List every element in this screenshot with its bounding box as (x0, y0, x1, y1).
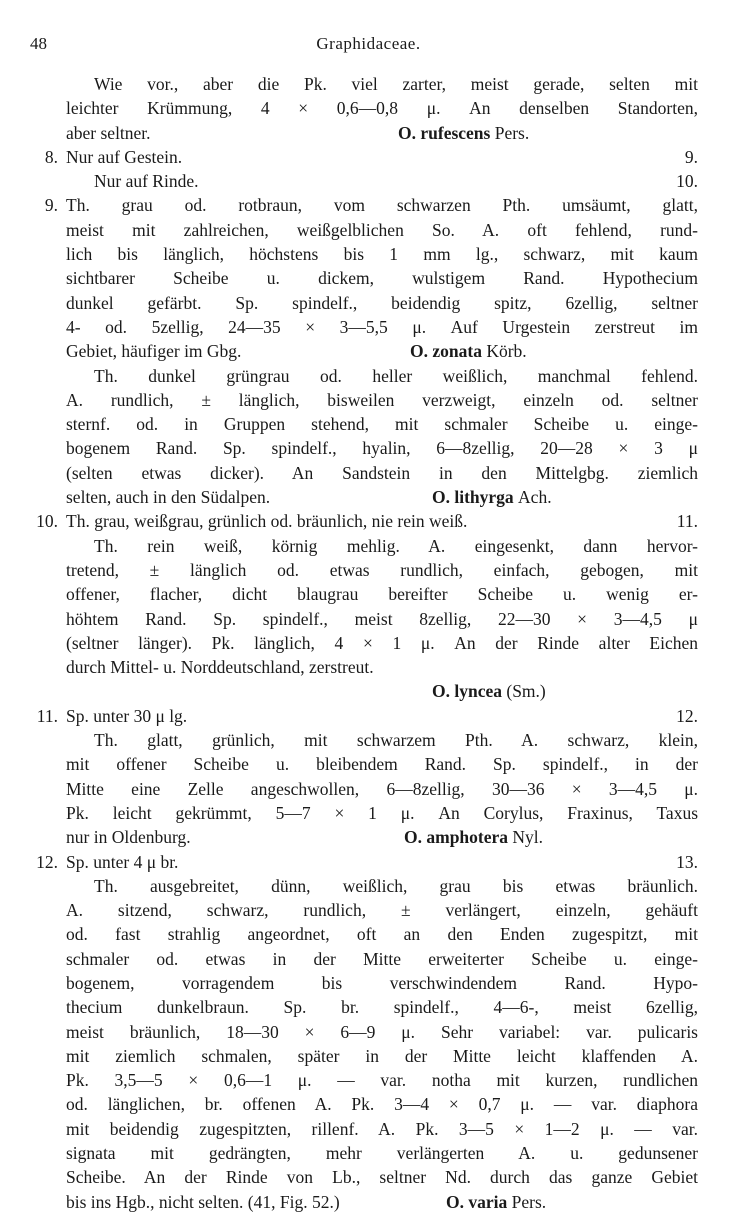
species-name: O. rufescens Pers. (398, 122, 530, 143)
line-text: Scheibe. An der Rinde von Lb., seltner Nd. durch das ganze Gebiet (66, 1167, 698, 1188)
text-line (66, 1044, 698, 1068)
line-text: od. fast strahlig angeordnet, oft an den Enden zugespitzt, mit (66, 924, 698, 945)
line-text: Th. ausgebreitet, dünn, weißlich, grau bis etwas bräunlich. (94, 875, 698, 896)
text-line (66, 947, 698, 971)
line-text: Th. rein weiß, körnig mehlig. A. eingesenkt, dann hervor- (94, 535, 698, 556)
text-line (66, 898, 698, 922)
line-text: sternf. od. in Gruppen stehend, mit schmaler Scheibe u. einge- (66, 414, 698, 435)
text-line (66, 461, 698, 485)
line-text: Sp. unter 30 μ lg. (66, 705, 188, 726)
line-text: schmaler od. etwas in der Mitte erweiterter Scheibe u. einge- (66, 948, 698, 969)
line-text: A. rundlich, ± länglich, bisweilen verzweigt, einzeln od. seltner (66, 389, 698, 410)
line-text: Pk. leicht gekrümmt, 5—7 × 1 μ. An Corylus, Fraxinus, Taxus (66, 802, 698, 823)
lead-reference: 11. (676, 511, 698, 532)
text-line (66, 582, 698, 606)
line-text: Nur auf Rinde. (94, 171, 199, 192)
species-name: O. varia Pers. (446, 1191, 547, 1212)
text-line (66, 1117, 698, 1141)
text-line (66, 339, 698, 363)
line-text: mit offener Scheibe u. bleibendem Rand. Sp. spindelf., in der (66, 754, 698, 775)
text-line (66, 1190, 698, 1214)
line-text: Mitte eine Zelle angeschwollen, 6—8zellig, 30—36 × 3—4,5 μ. (66, 778, 698, 799)
text-line (66, 388, 698, 412)
text-line (66, 1020, 698, 1044)
couplet-number: 11. (36, 705, 58, 726)
couplet-number: 9. (44, 195, 58, 216)
text-line (66, 631, 698, 655)
line-text: mit ziemlich schmalen, später in der Mitte leicht klaffenden A. (66, 1045, 698, 1066)
line-text: Th. grau, weißgrau, grünlich od. bräunlich, nie rein weiß. (66, 511, 468, 532)
line-text: od. länglichen, br. offenen A. Pk. 3—4 × 0,7 μ. — var. diaphora (66, 1094, 698, 1115)
text-line (66, 436, 698, 460)
line-text: bogenem, vorragendem bis verschwindendem Rand. Hypo- (66, 972, 698, 993)
text-line (66, 825, 698, 849)
text-line (66, 655, 698, 679)
species-author: Körb. (486, 341, 527, 362)
text-line (66, 558, 698, 582)
species-author: Ach. (518, 487, 552, 508)
line-text: Sp. unter 4 μ br. (66, 851, 179, 872)
text-line (44, 145, 698, 169)
line-text: Th. dunkel grüngrau od. heller weißlich, manchmal fehlend. (94, 365, 698, 386)
line-text: 4- od. 5zellig, 24—35 × 3—5,5 μ. Auf Urgestein zerstreut im (66, 316, 698, 337)
species-name: O. lithyrga Ach. (432, 487, 552, 508)
line-text: (seltner länger). Pk. länglich, 4 × 1 μ. An der Rinde alter Eichen (66, 632, 698, 653)
line-text: mit beidendig zugespitzten, rillenf. A. Pk. 3—5 × 1—2 μ. — var. (66, 1118, 698, 1139)
line-text: leichter Krümmung, 4 × 0,6—0,8 μ. An denselben Standorten, (66, 98, 698, 119)
text-line (36, 850, 698, 874)
line-text: selten, auch in den Südalpen. (66, 487, 271, 508)
line-text: Pk. 3,5—5 × 0,6—1 μ. — var. notha mit kurzen, rundlichen (66, 1070, 698, 1091)
text-line (66, 728, 698, 752)
line-text: Nur auf Gestein. (66, 146, 183, 167)
line-text: tretend, ± länglich od. etwas rundlich, einfach, gebogen, mit (66, 559, 698, 580)
text-line (66, 752, 698, 776)
line-text: Gebiet, häufiger im Gbg. (66, 341, 242, 362)
lead-reference: 13. (676, 851, 698, 872)
lead-reference: 10. (676, 171, 698, 192)
couplet-number: 10. (36, 511, 58, 532)
text-line (66, 266, 698, 290)
text-line (66, 1068, 698, 1092)
line-text: A. sitzend, schwarz, rundlich, ± verlängert, einzeln, gehäuft (66, 900, 698, 921)
text-line (66, 315, 698, 339)
text-line (66, 801, 698, 825)
couplet-number: 8. (44, 146, 58, 167)
line-text: dunkel gefärbt. Sp. spindelf., beidendig spitz, 6zellig, seltner (66, 292, 698, 313)
line-text: sichtbarer Scheibe u. dickem, wulstigem Rand. Hypothecium (66, 268, 698, 289)
text-line (66, 72, 698, 96)
text-line (66, 874, 698, 898)
species-name: O. zonata Körb. (410, 341, 527, 362)
text-line (66, 679, 698, 703)
line-text: offener, flacher, dicht blaugrau bereifter Scheibe u. wenig er- (66, 584, 698, 605)
species-author: Pers. (494, 122, 530, 143)
species-author: (Sm.) (506, 681, 546, 702)
species-author: Pers. (511, 1191, 547, 1212)
text-line (66, 607, 698, 631)
text-line (66, 242, 698, 266)
text-line (66, 777, 698, 801)
couplet-number: 12. (36, 851, 58, 872)
species-author: Nyl. (512, 827, 544, 848)
text-line (66, 971, 698, 995)
text-line (66, 412, 698, 436)
line-text: (selten etwas dicker). An Sandstein in den Mittelgbg. ziemlich (66, 462, 698, 483)
text-line (66, 364, 698, 388)
text-line (66, 96, 698, 120)
text-line (66, 534, 698, 558)
text-line (66, 218, 698, 242)
text-line (66, 1141, 698, 1165)
line-text: durch Mittel- u. Norddeutschland, zerstreut. (66, 657, 374, 678)
text-line (66, 922, 698, 946)
text-line (66, 121, 698, 145)
text-line (44, 193, 698, 217)
species-name: O. amphotera Nyl. (404, 827, 544, 848)
text-line (66, 291, 698, 315)
line-text: bis ins Hgb., nicht selten. (41, Fig. 52.) (66, 1191, 340, 1212)
text-line (36, 704, 698, 728)
line-text: nur in Oldenburg. (66, 827, 191, 848)
page-header (30, 34, 707, 60)
line-text: höhtem Rand. Sp. spindelf., meist 8zellig, 22—30 × 3—4,5 μ (66, 608, 698, 629)
page-number: 48 (30, 34, 47, 53)
line-text: signata mit gedrängten, mehr verlängerten A. u. gedunsener (66, 1143, 698, 1164)
line-text: Th. glatt, grünlich, mit schwarzem Pth. A. schwarz, klein, (94, 730, 698, 751)
running-head: Graphidaceae. (316, 34, 421, 53)
line-text: Wie vor., aber die Pk. viel zarter, meist gerade, selten mit (94, 74, 698, 94)
text-line (66, 485, 698, 509)
line-text: meist mit zahlreichen, weißgelblichen So. A. oft fehlend, rund- (66, 219, 698, 240)
line-text: aber seltner. (66, 122, 151, 143)
line-text: thecium dunkelbraun. Sp. br. spindelf., 4—6-, meist 6zellig, (66, 997, 698, 1018)
line-text: bogenem Rand. Sp. spindelf., hyalin, 6—8zellig, 20—28 × 3 μ (66, 438, 698, 459)
lead-reference: 9. (684, 146, 698, 167)
text-line (66, 995, 698, 1019)
text-line (66, 169, 698, 193)
key-text (36, 72, 698, 1214)
text-line (66, 1165, 698, 1189)
line-text: meist bräunlich, 18—30 × 6—9 μ. Sehr variabel: var. pulicaris (66, 1021, 698, 1042)
line-text: lich bis länglich, höchstens bis 1 mm lg., schwarz, mit kaum (66, 244, 698, 265)
lead-reference: 12. (676, 705, 698, 726)
line-text: Th. grau od. rotbraun, vom schwarzen Pth. umsäumt, glatt, (66, 195, 698, 216)
text-line (36, 509, 698, 533)
species-name: O. lyncea (Sm.) (432, 681, 546, 702)
text-line (66, 1092, 698, 1116)
